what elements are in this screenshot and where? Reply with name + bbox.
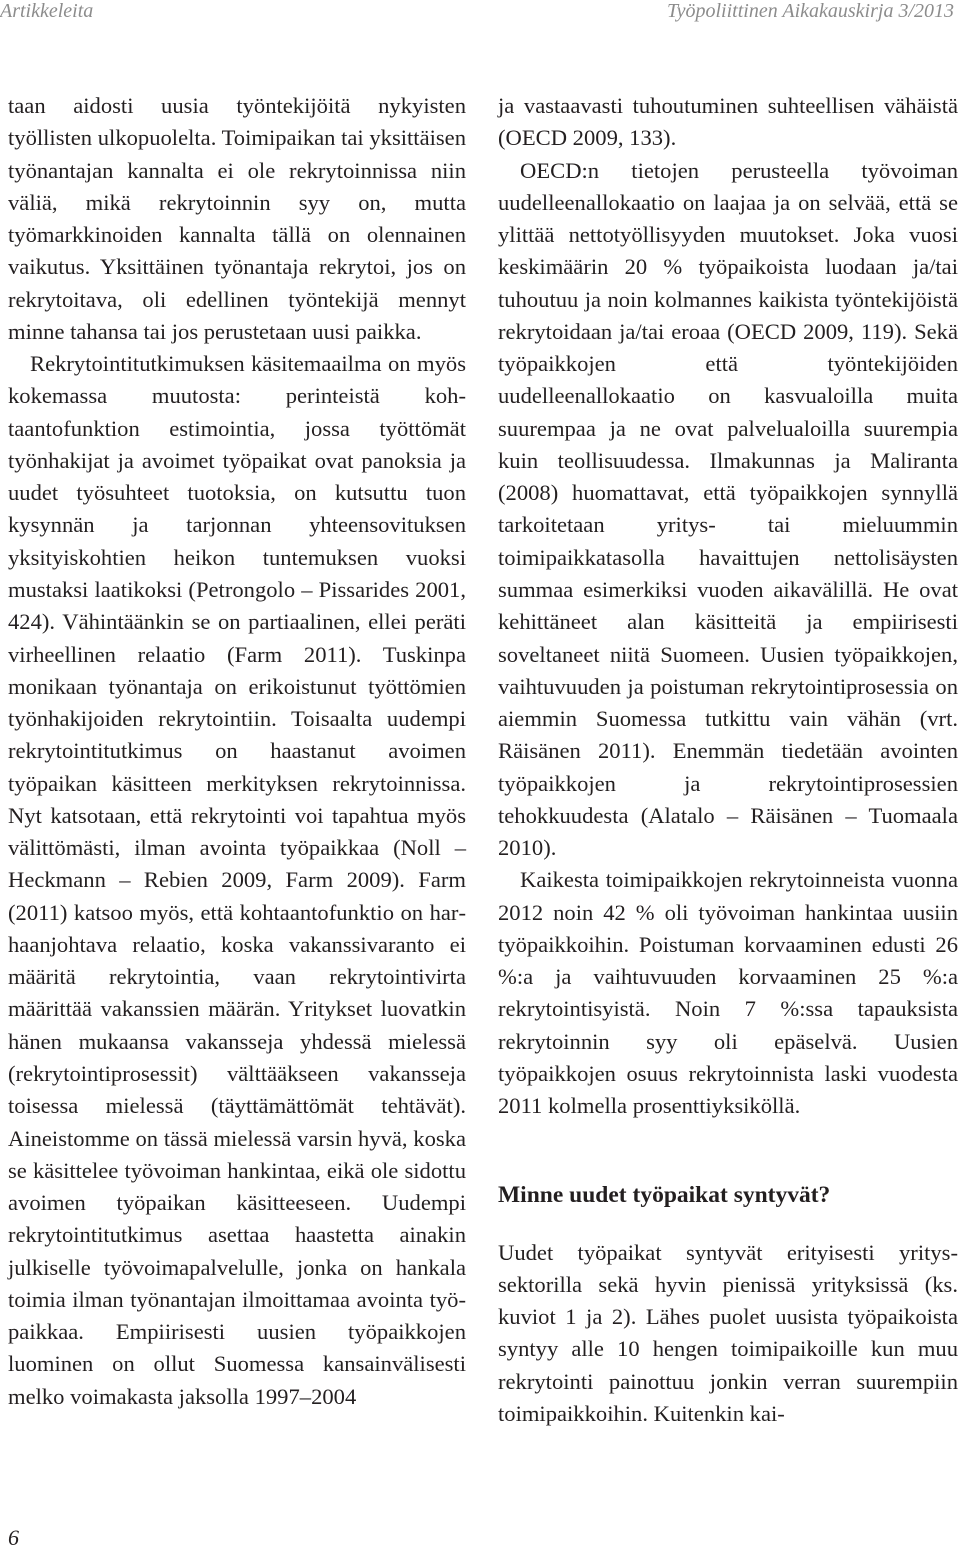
section-heading: Minne uudet työpaikat syntyvät? xyxy=(498,1181,831,1208)
journal-title: Työpoliittinen Aikakauskirja 3/2013 xyxy=(666,0,954,22)
body-paragraph: ja vastaavasti tuhoutuminen suhteellisen vähäistä (OECD 2009, 133). xyxy=(498,93,958,151)
page-number: 6 xyxy=(8,1525,19,1550)
right-column xyxy=(498,90,958,1430)
left-column xyxy=(8,90,466,1413)
body-paragraph: taan aidosti uusia työntekijöitä nykyisten työllisten ulkopuolelta. Toimipaikan tai yksittäisen työnantajan kannalta ei ole rekrytoinnissa niin väliä, mikä rekrytoinnin syy on, mutta työmarkkinoiden kannalta tällä on olennainen vaikutus. Yksittäinen työnantaja rekrytoi, jos on rekrytoitava, oli edellinen työntekijä mennyt minne tahansa tai jos perustetaan uusi paikka. xyxy=(8,93,466,344)
body-paragraph: OECD:n tietojen perusteella työvoiman uudelleenallokaatio on laajaa ja on selvää, että se ylittää nettotyöllisyyden muutokset. Joka vuosi keskimäärin 20 % työpaikoista luodaan ja/tai tuhoutuu ja noin kolmannes kaikista työntekijöistä rekrytoidaan ja/tai eroaa (OECD 2009, 119). Sekä työpaikkojen että työntekijöiden uudelleenallokaatio on kasvualoilla muita suurempaa ja ne ovat palvelualoilla suurempia kuin teollisuudessa. Ilmakunnas ja Maliranta (2008) huomattavat, että työpaikkojen synnyllä tarkoitetaan yritys- tai mieluummin toimipaikkatasolla havaittujen nettolisäysten summaa esimerkiksi vuoden aikavälillä. He ovat kehittäneet alan käsitteitä ja empiirisesti soveltaneet niitä Suomeen. Uusien työpaikkojen, vaihtuvuuden ja poistuman rekrytointiprosessia on aiemmin Suomessa tutkittu vain vähän (vrt. Räisänen 2011). Enemmän tiedetään avointen työpaikkojen ja rekrytointiprosessien tehokkuudesta (Alatalo – Räisänen – Tuomaala 2010). xyxy=(498,157,958,861)
body-paragraph: Uudet työpaikat syntyvät erityisesti yrityssektorilla sekä hyvin pienissä yrityksissä (ks. kuviot 1 ja 2). Lähes puolet uusista työpaikoista syntyy alle 10 hengen toimipaikoille kun muu rekrytointi painottuu jonkin verran suurempiin toimipaikkoihin. Kuitenkin kai- xyxy=(498,1239,958,1426)
running-header xyxy=(0,0,960,24)
section-label: Artikkeleita xyxy=(0,0,94,22)
body-paragraph: Rekrytointitutkimuksen käsitemaailma on myös kokemassa muutosta: perinteistä kohtaantofunktion estimointia, jossa työttömät työnhakijat ja avoimet työpaikat ovat panoksia ja uudet työsuhteet tuotoksia, on kutsuttu tuon kysynnän ja tarjonnan yhteensovituksen yksityiskohtien heikon tuntemuksen vuoksi mustaksi laatikoksi (Petrongolo – Pissarides 2001, 424). Vähintäänkin se on partiaalinen, ellei peräti virheellinen relaatio (Farm 2011). Tuskinpa monikaan työnantaja on erikoistunut työttömien työnhakijoiden rekrytointiin. Toisaalta uudempi rekrytointitutkimus on haastanut avoimen työpaikan käsitteen merkityksen rekrytoinnissa. Nyt katsotaan, että rekrytointi voi tapahtua myös välittömästi, ilman avointa työpaikkaa (Noll – Heckmann – Rebien 2009, Farm 2009). Farm (2011) katsoo myös, että kohtaantofunktio on harhaanjohtava relaatio, koska vakanssivaranto ei määritä rekrytointia, vaan rekrytointivirta määrittää vakanssien määrän. Yritykset luovatkin hänen mukaansa vakansseja yhdessä mielessä (rekrytointiprosessit) välttääkseen vakansseja toisessa mielessä (täyttämättömät tehtävät). Aineistomme on tässä mielessä varsin hyvä, koska se käsittelee työvoiman hankintaa, eikä ole sidottu avoimen työpaikan käsitteeseen. Uudempi rekrytointitutkimus asettaa haastetta ainakin julkiselle työvoimapalvelulle, jonka on hankala toimia ilman työnantajan ilmoittamaa avointa työpaikkaa. Empiirisesti uusien työpaikkojen luominen on ollut Suomessa kansainvälisesti melko voimakasta jaksolla 1997–2004 xyxy=(8,351,466,1409)
body-paragraph: Kaikesta toimipaikkojen rekrytoinneista vuonna 2012 noin 42 % oli työvoiman hankintaa uusiin työpaikkoihin. Poistuman korvaaminen edusti 26 %:a ja vaihtuvuuden korvaaminen 25 %:a rekrytointisyistä. Noin 7 %:ssa tapauksista rekrytoinnin syy oli epäselvä. Uusien työpaikkojen osuus rekrytoinnista laski vuodesta 2011 kolmella prosenttiyksiköllä. xyxy=(498,867,958,1119)
